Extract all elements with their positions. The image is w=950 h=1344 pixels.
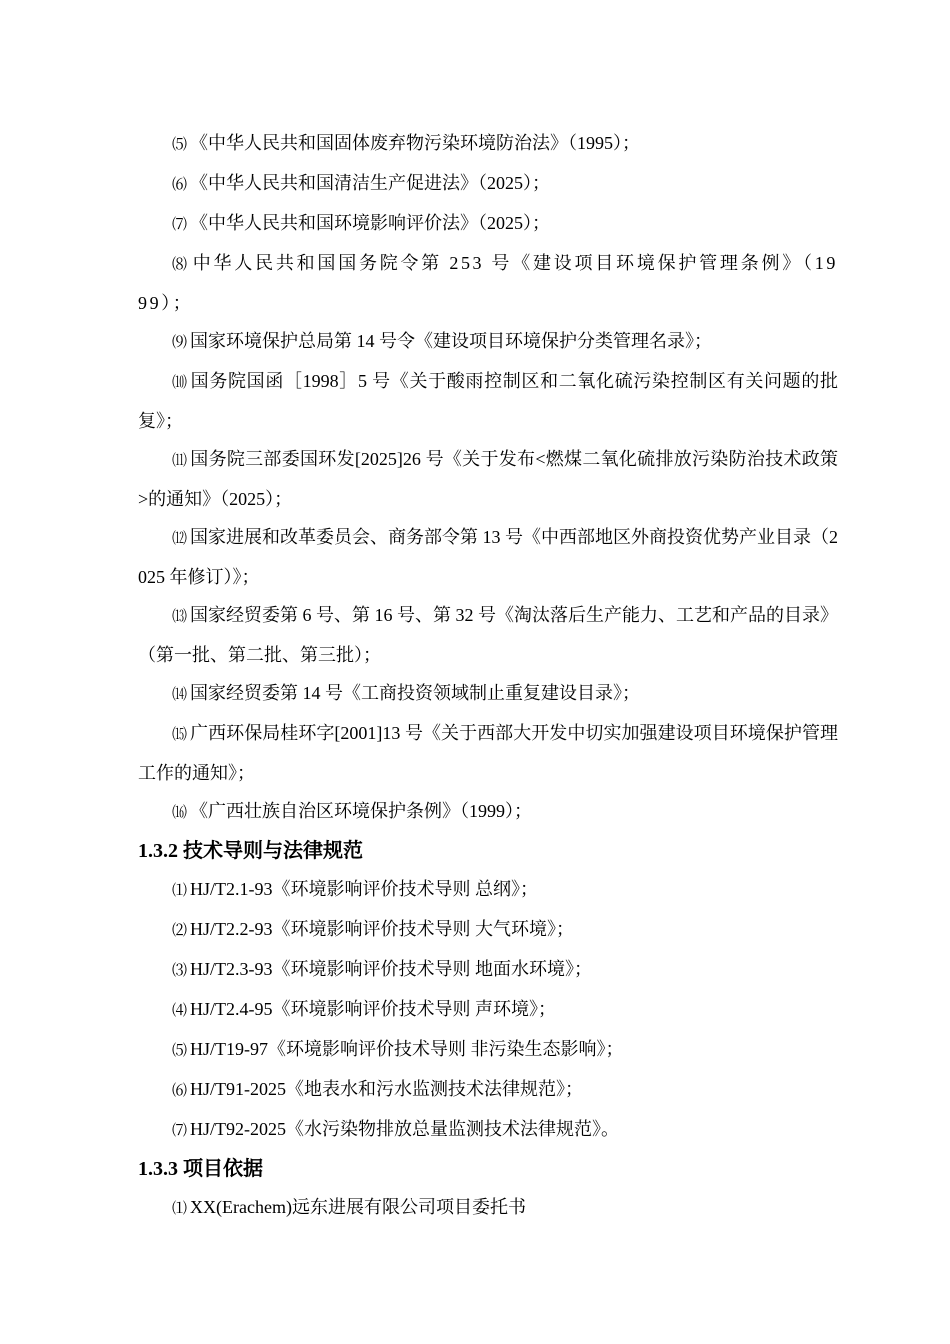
section-heading-1-3-3: 1.3.3 项目依据 — [138, 1158, 263, 1180]
document-body — [138, 124, 838, 1228]
law-list — [138, 124, 838, 832]
project-basis-item-1: ⑴ XX(Erachem)远东进展有限公司项目委托书 — [172, 1197, 526, 1217]
law-item-11: ⑾ 国务院三部委国环发[2025]26 号《关于发布<燃煤二氧化硫排放污染防治技术政策>的通知》（2025）； — [138, 449, 838, 509]
law-item-12: ⑿ 国家进展和改革委员会、商务部令第 13 号《中西部地区外商投资优势产业目录（2025 年修订）》； — [138, 527, 839, 587]
law-item-8: ⑻ 中华人民共和国国务院令第 253 号《建设项目环境保护管理条例》（1999）； — [138, 253, 838, 313]
guideline-item-7: ⑺ HJ/T92-2025《水污染物排放总量监测技术法律规范》。 — [172, 1119, 620, 1139]
law-item-6: ⑹ 《中华人民共和国清洁生产促进法》（2025）； — [172, 173, 551, 193]
law-item-16: ⒃ 《广西壮族自治区环境保护条例》（1999）； — [172, 801, 533, 821]
section-heading-1-3-2: 1.3.2 技术导则与法律规范 — [138, 840, 363, 862]
law-item-13: ⒀ 国家经贸委第 6 号、第 16 号、第 32 号《淘汰落后生产能力、工艺和产品的目录》（第一批、第二批、第三批）； — [138, 605, 839, 665]
law-item-10: ⑽ 国务院国函［1998］5 号《关于酸雨控制区和二氧化硫污染控制区有关问题的批复》； — [138, 371, 838, 431]
guideline-item-2: ⑵ HJ/T2.2-93《环境影响评价技术导则 大气环境》； — [172, 919, 575, 939]
project-basis-list — [138, 1188, 838, 1228]
guideline-item-3: ⑶ HJ/T2.3-93《环境影响评价技术导则 地面水环境》； — [172, 959, 593, 979]
guideline-item-1: ⑴ HJ/T2.1-93《环境影响评价技术导则 总纲》； — [172, 879, 539, 899]
law-item-9: ⑼ 国家环境保护总局第 14 号令《建设项目环境保护分类管理名录》； — [172, 331, 713, 351]
guideline-item-4: ⑷ HJ/T2.4-95《环境影响评价技术导则 声环境》； — [172, 999, 557, 1019]
guideline-item-6: ⑹ HJ/T91-2025《地表水和污水监测技术法律规范》； — [172, 1079, 584, 1099]
law-item-5: ⑸ 《中华人民共和国固体废弃物污染环境防治法》（1995）； — [172, 133, 641, 153]
law-item-15: ⒂ 广西环保局桂环字[2001]13 号《关于西部大开发中切实加强建设项目环境保护管理工作的通知》； — [138, 723, 838, 783]
law-item-7: ⑺ 《中华人民共和国环境影响评价法》（2025）； — [172, 213, 551, 233]
guideline-item-5: ⑸ HJ/T19-97《环境影响评价技术导则 非污染生态影响》； — [172, 1039, 624, 1059]
law-item-14: ⒁ 国家经贸委第 14 号《工商投资领域制止重复建设目录》； — [172, 683, 641, 703]
technical-guideline-list — [138, 870, 838, 1150]
